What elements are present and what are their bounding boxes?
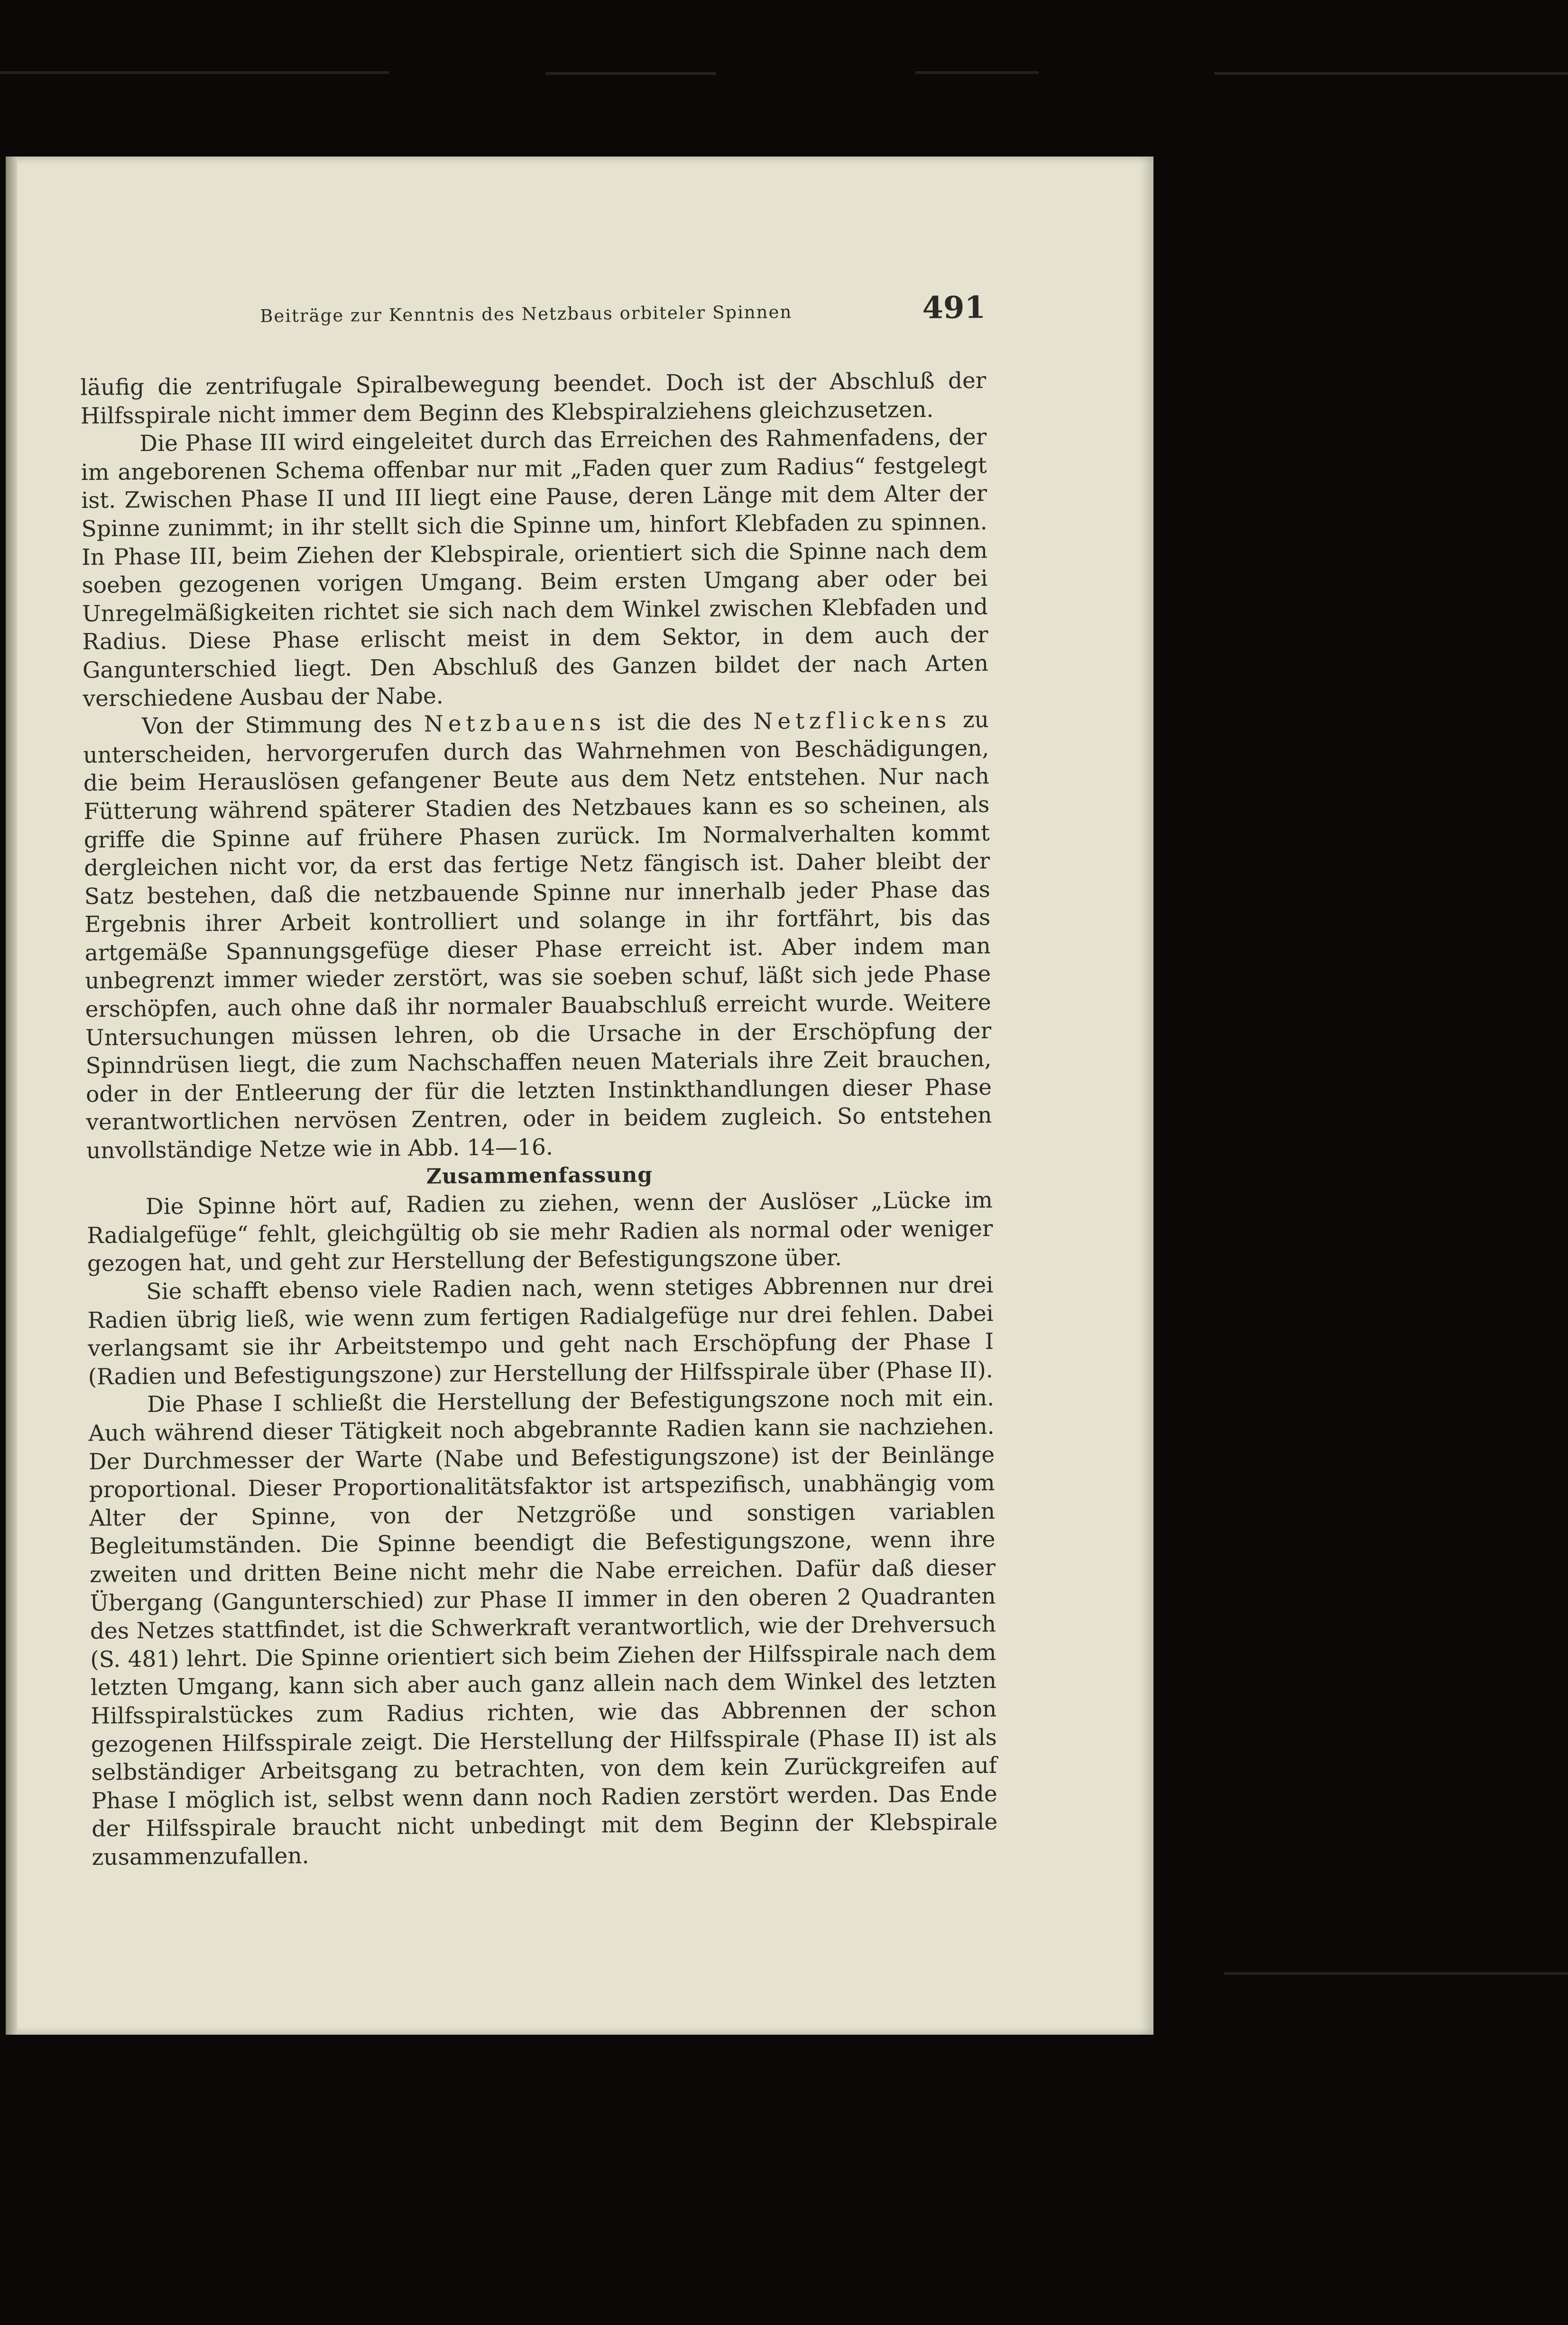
scan-streak [1214,72,1568,75]
scan-streak [915,71,1039,74]
book-page [6,157,1153,2035]
scan-streak [0,71,389,74]
paragraph-text: ist die des [617,709,742,736]
paragraph-text: zu unterscheiden, hervorgerufen durch das Wahrnehmen von Beschädigungen, die beim Herauslösen gefangener Beute aus dem Netz entstehen. Nur nach Fütterung während späterer Stadien des Netzbaues kann es so scheinen, als griffe die Spinne auf frühere Phasen zurück. Im Normalverhalten kommt dergleichen nicht vor, da erst das fertige Netz fängisch ist. Daher bleibt der Satz bestehen, daß die netzbauende Spinne nur innerhalb jeder Phase das Ergebnis ihrer Arbeit kontrolliert und solange in ihr fortfährt, bis das artgemäße Spannungsgefüge dieser Phase erreicht ist. Aber indem man unbegrenzt immer wieder zerstört, was sie soeben schuf, läßt sich jede Phase erschöpfen, auch ohne daß ihr normaler Bauabschluß erreicht wurde. Weitere Untersuchungen müssen lehren, ob die Ursache in der Erschöpfung der Spinndrüsen liegt, die zum Nachschaffen neuen Materials ihre Zeit brauchen, oder in der Entleerung der für die letzten Instinkthandlungen dieser Phase verantwortlichen nervösen Zentren, oder in beidem zugleich. So entstehen unvollständige Netze wie in Abb. 14—16. [83,707,992,1164]
page-gutter-shadow [6,157,17,2035]
scan-streak [1224,1972,1568,1975]
scan-streak [545,72,716,75]
text-block [80,289,998,1872]
summary-paragraph: Sie schafft ebenso viele Radien nach, wenn stetiges Abbrennen nur drei Radien übrig ließ, wie wenn zum fertigen Radialgefüge nur drei fehlen. Dabei verlangsamt sie ihr Arbeitstempo und geht nach Erschöpfung der Phase I (Radien und Befestigungszone) zur Herstellung der Hilfsspirale über (Phase II). [87,1272,994,1390]
page-number: 491 [922,289,986,326]
paragraph: Die Phase III wird eingeleitet durch das Erreichen des Rahmenfadens, der im angeborenen Schema offenbar nur mit „Faden quer zum Radius“ festgelegt ist. Zwischen Phase II und III liegt eine Pause, deren Länge mit dem Alter der Spinne zunimmt; in ihr stellt sich die Spinne um, hinfort Klebfaden zu spinnen. In Phase III, beim Ziehen der Klebspirale, orientiert sich die Spinne nach dem soeben gezogenen vorigen Umgang. Beim ersten Umgang aber oder bei Unregelmäßigkeiten richtet sie sich nach dem Winkel zwischen Klebfaden und Radius. Diese Phase erlischt meist in dem Sektor, in dem auch der Gangunterschied liegt. Den Abschluß des Ganzen bildet der nach Arten verschiedene Ausbau der Nabe. [81,424,989,712]
paragraph-text: Von der Stimmung des [141,711,413,740]
summary-paragraph: Die Phase I schließt die Herstellung der Befestigungszone noch mit ein. Auch während dieser Tätigkeit noch abgebrannte Radien kann sie nachziehen. Der Durchmesser der Warte (Nabe und Befestigungszone) ist der Beinlänge proportional. Dieser Proportionalitätsfaktor ist artspezifisch, unabhängig vom Alter der Spinne, von der Netzgröße und sonstigen variablen Begleitumständen. Die Spinne beendigt die Befestigungszone, wenn ihre zweiten und dritten Beine nicht mehr die Nabe erreichen. Dafür daß dieser Übergang (Gangunterschied) zur Phase II immer in den oberen 2 Quadranten des Netzes stattfindet, ist die Schwerkraft verantwortlich, wie der Drehversuch (S. 481) lehrt. Die Spinne orientiert sich beim Ziehen der Hilfsspirale nach dem letzten Umgang, kann sich aber auch ganz allein nach dem Winkel des letzten Hilfsspiralstückes zum Radius richten, wie das Abbrennen der schon gezogenen Hilfsspirale zeigt. Die Herstellung der Hilfsspirale (Phase II) ist als selbständiger Arbeitsgang zu betrachten, von dem kein Zurückgreifen auf Phase I möglich ist, selbst wenn dann noch Radien zerstört werden. Das Ende der Hilfsspirale braucht nicht unbedingt mit dem Beginn der Klebspirale zusammenzufallen. [88,1385,998,1871]
section-heading: Zusammenfassung [426,1162,653,1189]
running-head-title: Beiträge zur Kenntnis des Netzbaus orbiteler Spinnen [259,302,793,327]
running-head [80,289,986,374]
summary-paragraph: Die Spinne hört auf, Radien zu ziehen, wenn der Auslöser „Lücke im Radialgefüge“ fehlt, gleichgültig ob sie mehr Radien als normal oder weniger gezogen hat, und geht zur Herstellung der Befestigungszone über. [87,1187,993,1277]
paragraph [83,706,992,1165]
paragraph: läufig die zentrifugale Spiralbewegung beendet. Doch ist der Abschluß der Hilfsspirale nicht immer dem Beginn des Klebspiralziehens gleichzusetzen. [80,367,987,429]
emphasized-term: Netzflickens [753,707,951,735]
emphasized-term: Netzbauens [424,710,606,738]
